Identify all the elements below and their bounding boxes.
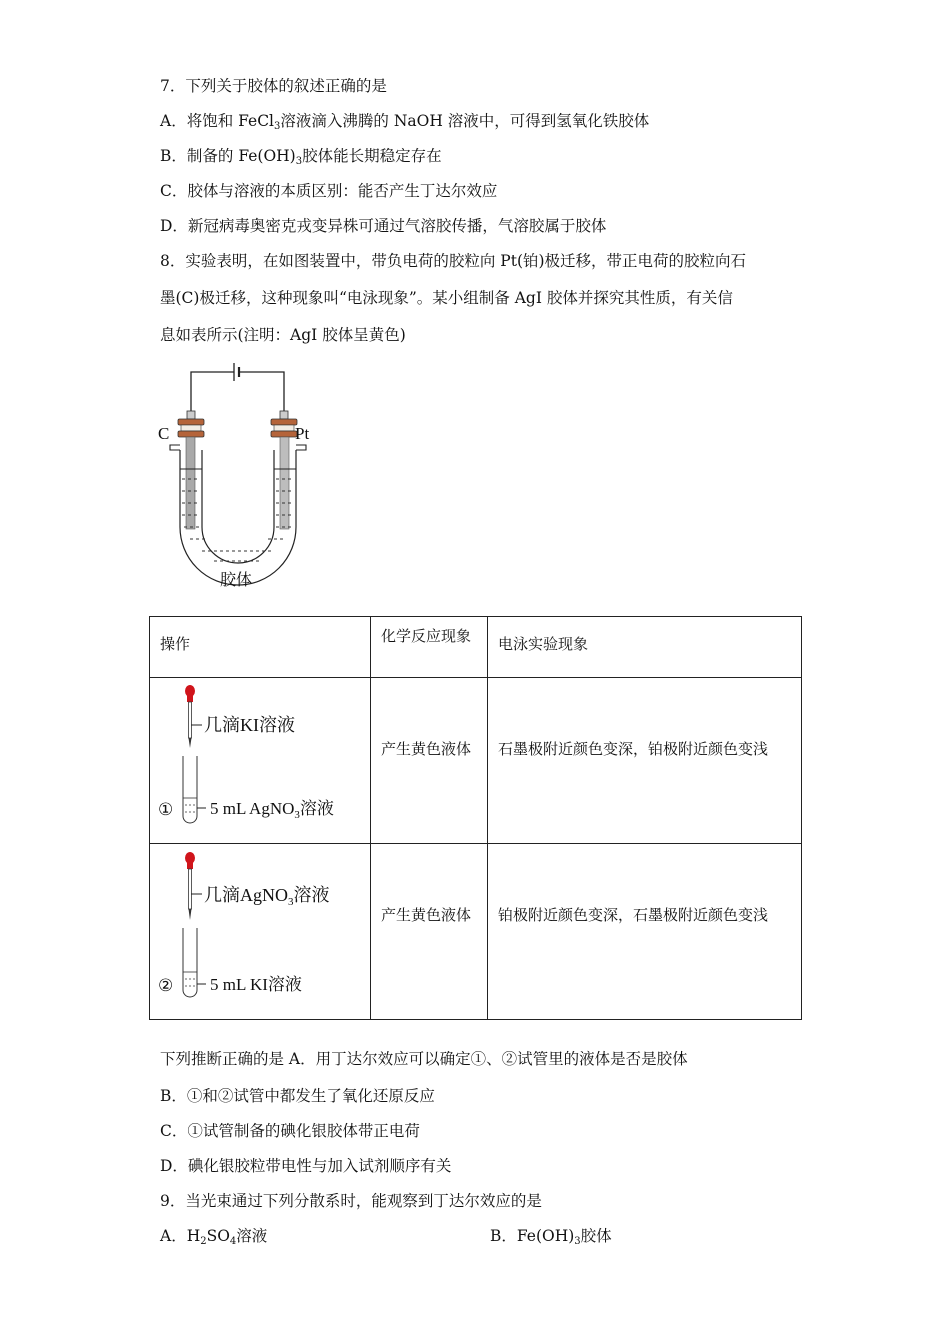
q9-option-a[interactable] — [160, 1226, 267, 1252]
text: 胶体 — [580, 1227, 612, 1245]
right-side-arm — [296, 445, 306, 450]
test-tube-figure-1 — [150, 678, 370, 838]
q8-ask-option-a[interactable]: 下列推断正确的是 A．用丁达尔效应可以确定①、②试管里的液体是否是胶体 — [160, 1050, 688, 1068]
q8-option-b[interactable]: B．①和②试管中都发生了氧化还原反应 — [160, 1087, 435, 1105]
operation-cell-2 — [150, 844, 371, 1020]
subscript: 4 — [229, 1236, 237, 1247]
left-stopper-bottom — [178, 431, 204, 437]
dropper-label: 几滴AgNO$_3$溶液 — [204, 885, 330, 908]
dropper-label: 几滴KI溶液 — [204, 715, 295, 735]
row-mark: ① — [158, 800, 174, 820]
operation-cell-1 — [150, 678, 371, 844]
left-side-arm — [170, 445, 180, 450]
colloid-caption: 胶体 — [220, 570, 253, 589]
u-tube-apparatus — [150, 355, 330, 595]
text: SO — [206, 1227, 230, 1245]
q7-option-a[interactable] — [160, 111, 649, 137]
text: B．Fe(OH) — [490, 1227, 575, 1245]
dropper-bulb-neck — [187, 862, 193, 869]
u-tube-inner — [202, 450, 274, 563]
table-row — [150, 678, 802, 844]
q7-stem: 7．下列关于胶体的叙述正确的是 — [160, 77, 387, 95]
subscript: 2 — [200, 1236, 207, 1247]
q7-option-b[interactable] — [160, 146, 442, 172]
left-stopper-top — [178, 419, 204, 425]
left-terminal — [187, 411, 195, 419]
header-electrophoresis: 电泳实验现象 — [488, 617, 802, 678]
q7-option-d[interactable]: D．新冠病毒奥密克戎变异株可通过气溶胶传播，气溶胶属于胶体 — [160, 217, 607, 235]
reaction-cell-1: 产生黄色液体 — [371, 678, 488, 844]
q8-stem-line2: 墨(C)极迁移，这种现象叫“电泳现象”。某小组制备 AgI 胶体并探究其性质，有关信 — [160, 289, 733, 307]
left-wire — [191, 372, 234, 417]
q8-stem-line3: 息如表所示(注明：AgI 胶体呈黄色) — [160, 326, 406, 344]
text: 溶液滴入沸腾的 NaOH 溶液中，可得到氢氧化铁胶体 — [280, 112, 650, 130]
q8-option-c[interactable]: C．①试管制备的碘化银胶体带正电荷 — [160, 1122, 420, 1140]
colloid-dashes — [182, 479, 294, 561]
tube-label: 5 mL KI溶液 — [210, 975, 302, 994]
text: 胶体能长期稳定存在 — [302, 147, 442, 165]
header-operation: 操作 — [150, 617, 371, 678]
right-wire — [239, 372, 284, 417]
right-stopper-bottom — [271, 431, 297, 437]
electrophoresis-cell-2: 铂极附近颜色变深，石墨极附近颜色变浅 — [488, 844, 802, 1020]
test-tube — [183, 756, 197, 823]
carbon-label: C — [158, 424, 170, 443]
u-tube-outer — [180, 450, 296, 585]
tube-label: 5 mL AgNO$_3$溶液 — [210, 799, 334, 821]
electrophoresis-cell-1: 石墨极附近颜色变深，铂极附近颜色变浅 — [488, 678, 802, 844]
text: A．H — [160, 1227, 201, 1245]
right-stopper-top — [271, 419, 297, 425]
q7-option-c[interactable]: C．胶体与溶液的本质区别：能否产生丁达尔效应 — [160, 182, 498, 200]
dropper-tube — [189, 702, 192, 738]
q9-stem: 9．当光束通过下列分散系时，能观察到丁达尔效应的是 — [160, 1192, 542, 1210]
left-stopper-mid — [181, 425, 201, 431]
reaction-cell-2: 产生黄色液体 — [371, 844, 488, 1020]
table-header-row — [150, 617, 802, 678]
header-reaction: 化学反应现象 — [371, 617, 488, 678]
right-stopper-mid — [274, 425, 294, 431]
test-tube — [183, 928, 197, 997]
platinum-label: Pt — [295, 424, 310, 443]
text: A．将饱和 FeCl — [160, 112, 275, 130]
table-row — [150, 844, 802, 1020]
row-mark: ② — [158, 976, 174, 996]
q8-stem-line1: 8．实验表明，在如图装置中，带负电荷的胶粒向 Pt(铂)极迁移，带正电荷的胶粒向石 — [160, 252, 747, 270]
q8-option-d[interactable]: D．碘化银胶粒带电性与加入试剂顺序有关 — [160, 1157, 452, 1175]
dropper-bulb-neck — [187, 695, 193, 702]
text: 溶液 — [236, 1227, 268, 1245]
experiment-table — [149, 616, 802, 1020]
q9-option-b[interactable] — [490, 1226, 612, 1252]
subscript: 3 — [274, 121, 281, 132]
test-tube-figure-2 — [150, 844, 370, 1014]
subscript: 3 — [295, 156, 303, 167]
right-terminal — [280, 411, 288, 419]
dropper-tube — [189, 869, 192, 909]
text: B．制备的 Fe(OH) — [160, 147, 296, 165]
dropper-tip — [189, 909, 192, 920]
subscript: 3 — [574, 1236, 581, 1247]
dropper-tip — [189, 738, 192, 748]
